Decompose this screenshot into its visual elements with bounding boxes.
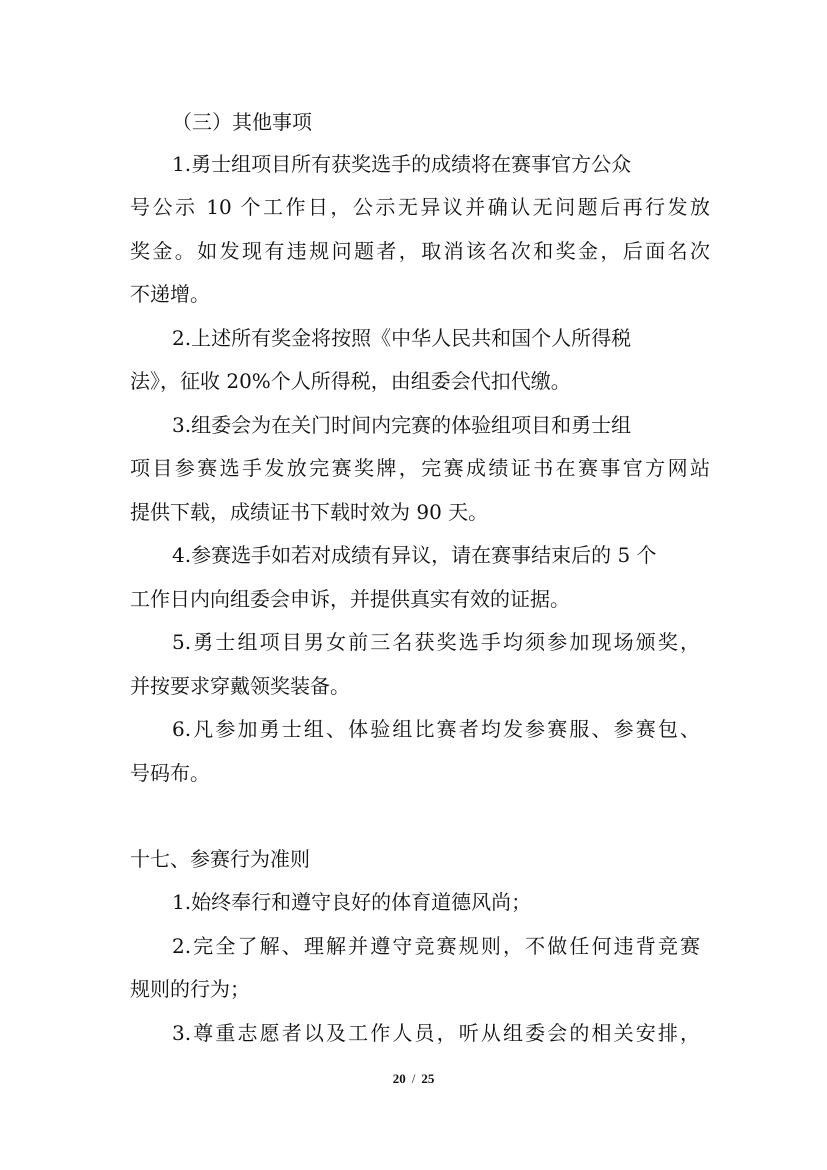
paragraph-line: 项目参赛选手发放完赛奖牌，完赛成绩证书在赛事官方网站 <box>130 456 710 480</box>
paragraph-line: 不递增。 <box>130 282 210 306</box>
page-separator: / <box>411 1071 416 1086</box>
paragraph-line: 6.凡参加勇士组、体验组比赛者均发参赛服、参赛包、 <box>172 717 700 741</box>
paragraph-line: 2.上述所有奖金将按照《中华人民共和国个人所得税 <box>172 326 632 350</box>
paragraph-line: 奖金。如发现有违规问题者，取消该名次和奖金，后面名次 <box>130 239 710 263</box>
paragraph-line: 工作日内向组委会申诉，并提供真实有效的证据。 <box>130 587 570 611</box>
paragraph-line: 规则的行为； <box>130 977 250 1001</box>
paragraph-line: 并按要求穿戴领奖装备。 <box>130 674 350 698</box>
page-number <box>0 1071 827 1087</box>
paragraph-line: 2.完全了解、理解并遵守竞赛规则，不做任何违背竞赛 <box>172 934 700 958</box>
paragraph-line: 法》，征收 20%个人所得税，由组委会代扣代缴。 <box>130 369 571 393</box>
paragraph-line: 号公示 10 个工作日，公示无异议并确认无问题后再行发放 <box>130 195 710 219</box>
paragraph-line: 1.始终奉行和遵守良好的体育道德风尚； <box>172 890 532 914</box>
paragraph-line: 4.参赛选手如若对成绩有异议，请在赛事结束后的 5 个 <box>172 543 657 567</box>
current-page-number: 20 <box>392 1071 406 1086</box>
section-heading-other-matters: （三）其他事项 <box>172 110 312 134</box>
paragraph-line: 5.勇士组项目男女前三名获奖选手均须参加现场颁奖， <box>172 630 700 654</box>
paragraph-line: 3.组委会为在关门时间内完赛的体验组项目和勇士组 <box>172 413 632 437</box>
paragraph-line: 提供下载，成绩证书下载时效为 90 天。 <box>130 500 489 524</box>
paragraph-line: 3.尊重志愿者以及工作人员，听从组委会的相关安排， <box>172 1021 700 1045</box>
total-pages-number: 25 <box>421 1071 435 1086</box>
paragraph-line: 号码布。 <box>130 761 210 785</box>
paragraph-line: 1.勇士组项目所有获奖选手的成绩将在赛事官方公众 <box>172 152 632 176</box>
section-heading-conduct-rules: 十七、参赛行为准则 <box>130 847 310 871</box>
